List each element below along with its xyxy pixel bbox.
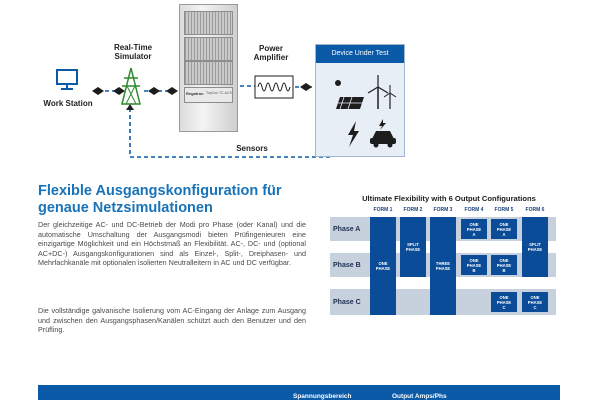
simulator-label: Real-Time Simulator <box>113 43 153 61</box>
phase-a-label: Phase A <box>333 226 361 233</box>
cabinet-brand: Regatron <box>186 91 204 96</box>
form5-phase-c <box>491 292 517 312</box>
form6-c-label: ONE PHASE <box>527 294 543 305</box>
monitor-icon <box>57 70 77 89</box>
col-voltage-range: Spannungsbereich <box>293 393 352 400</box>
form4-a-label: ONE PHASE <box>466 221 482 232</box>
form5-phase-a <box>491 219 517 239</box>
amplifier-cabinet-image <box>179 4 238 132</box>
output-config-figure <box>330 207 556 322</box>
power-tower-icon <box>122 68 140 104</box>
config-figure-title: Ultimate Flexibility with 6 Output Configurations <box>362 194 536 203</box>
dut-title: Device Under Test <box>316 45 404 63</box>
form6-split-phase <box>522 217 548 277</box>
form4-b-sub: B <box>472 267 476 273</box>
form5-b-label: ONE PHASE <box>496 257 512 268</box>
form-header-3: FORM 3 <box>433 207 453 213</box>
phase-b-label: Phase B <box>333 262 361 269</box>
electric-car-icon <box>370 119 396 148</box>
section-heading: Flexible Ausgangskonfiguration für genaue Netzsimulationen <box>38 183 282 216</box>
form-header-6: FORM 6 <box>525 207 545 213</box>
form5-c-label: ONE PHASE <box>496 294 512 305</box>
form2-split-phase <box>400 217 426 277</box>
amplifier-label: Power Amplifier <box>253 44 289 62</box>
form5-b-sub: B <box>502 267 506 273</box>
cabinet-module <box>184 11 233 35</box>
system-diagram <box>0 0 600 180</box>
waveform-icon <box>255 76 293 98</box>
form-header-2: FORM 2 <box>403 207 423 213</box>
form5-a-sub: A <box>502 231 506 237</box>
body-paragraph-1: Der gleichzeitige AC- und DC-Betrieb der Modi pro Phase (oder Kanal) und die automatische Umschaltung der Ausgangsmodi bieten Prüfingenieuren eine einzigartige Möglichkeit und ein Höchstmaß an Flexibilität. AC-, DC- und (optional AC+DC-) Ausgangskonfigurationen sind als Einzel-, Split-, Dreiphasen- und Mehrfachkanäle mit optionalen isolierten Neutralleitern in AC und DC verfügbar. <box>38 220 306 268</box>
col-output-amps: Output Amps/Phs <box>392 393 447 400</box>
work-station-label: Work Station <box>43 99 93 108</box>
form4-phase-b <box>461 255 487 275</box>
form4-b-label: ONE PHASE <box>466 257 482 268</box>
form6-phase-c <box>522 292 548 312</box>
phase-c-label: Phase C <box>333 299 361 306</box>
cabinet-model: TopCon TC.ACS <box>206 91 232 95</box>
form4-phase-a <box>461 219 487 239</box>
wind-turbine-icon <box>368 75 396 109</box>
device-under-test-box <box>315 44 405 157</box>
cabinet-module <box>184 61 233 85</box>
form3-label: THREE PHASE <box>435 261 451 271</box>
form5-c-sub: C <box>502 304 506 310</box>
form3-three-phase <box>430 217 456 315</box>
form5-phase-b <box>491 255 517 275</box>
form2-label: SPLIT PHASE <box>405 242 421 252</box>
form-header-1: FORM 1 <box>373 207 393 213</box>
dut-icons <box>316 63 404 157</box>
form5-a-label: ONE PHASE <box>496 221 512 232</box>
form4-a-sub: A <box>472 231 476 237</box>
form-header-4: FORM 4 <box>464 207 484 213</box>
form1-label: ONE PHASE <box>375 261 391 271</box>
lightning-icon <box>348 121 359 147</box>
form6-split-label: SPLIT PHASE <box>527 242 543 252</box>
diagram-lines <box>0 0 600 180</box>
form-header-5: FORM 5 <box>494 207 514 213</box>
cabinet-module <box>184 37 233 61</box>
sensors-label: Sensors <box>236 144 268 153</box>
body-paragraph-2: Die vollständige galvanische Isolierung vom AC-Eingang der Anlage zum Ausgang und zwischen den Ausgangsphasen/Kanälen schützt auch den Benutzer und den Prüfling. <box>38 306 306 335</box>
solar-panel-icon <box>335 80 364 109</box>
form1-one-phase <box>370 217 396 315</box>
form6-c-sub: C <box>533 304 537 310</box>
